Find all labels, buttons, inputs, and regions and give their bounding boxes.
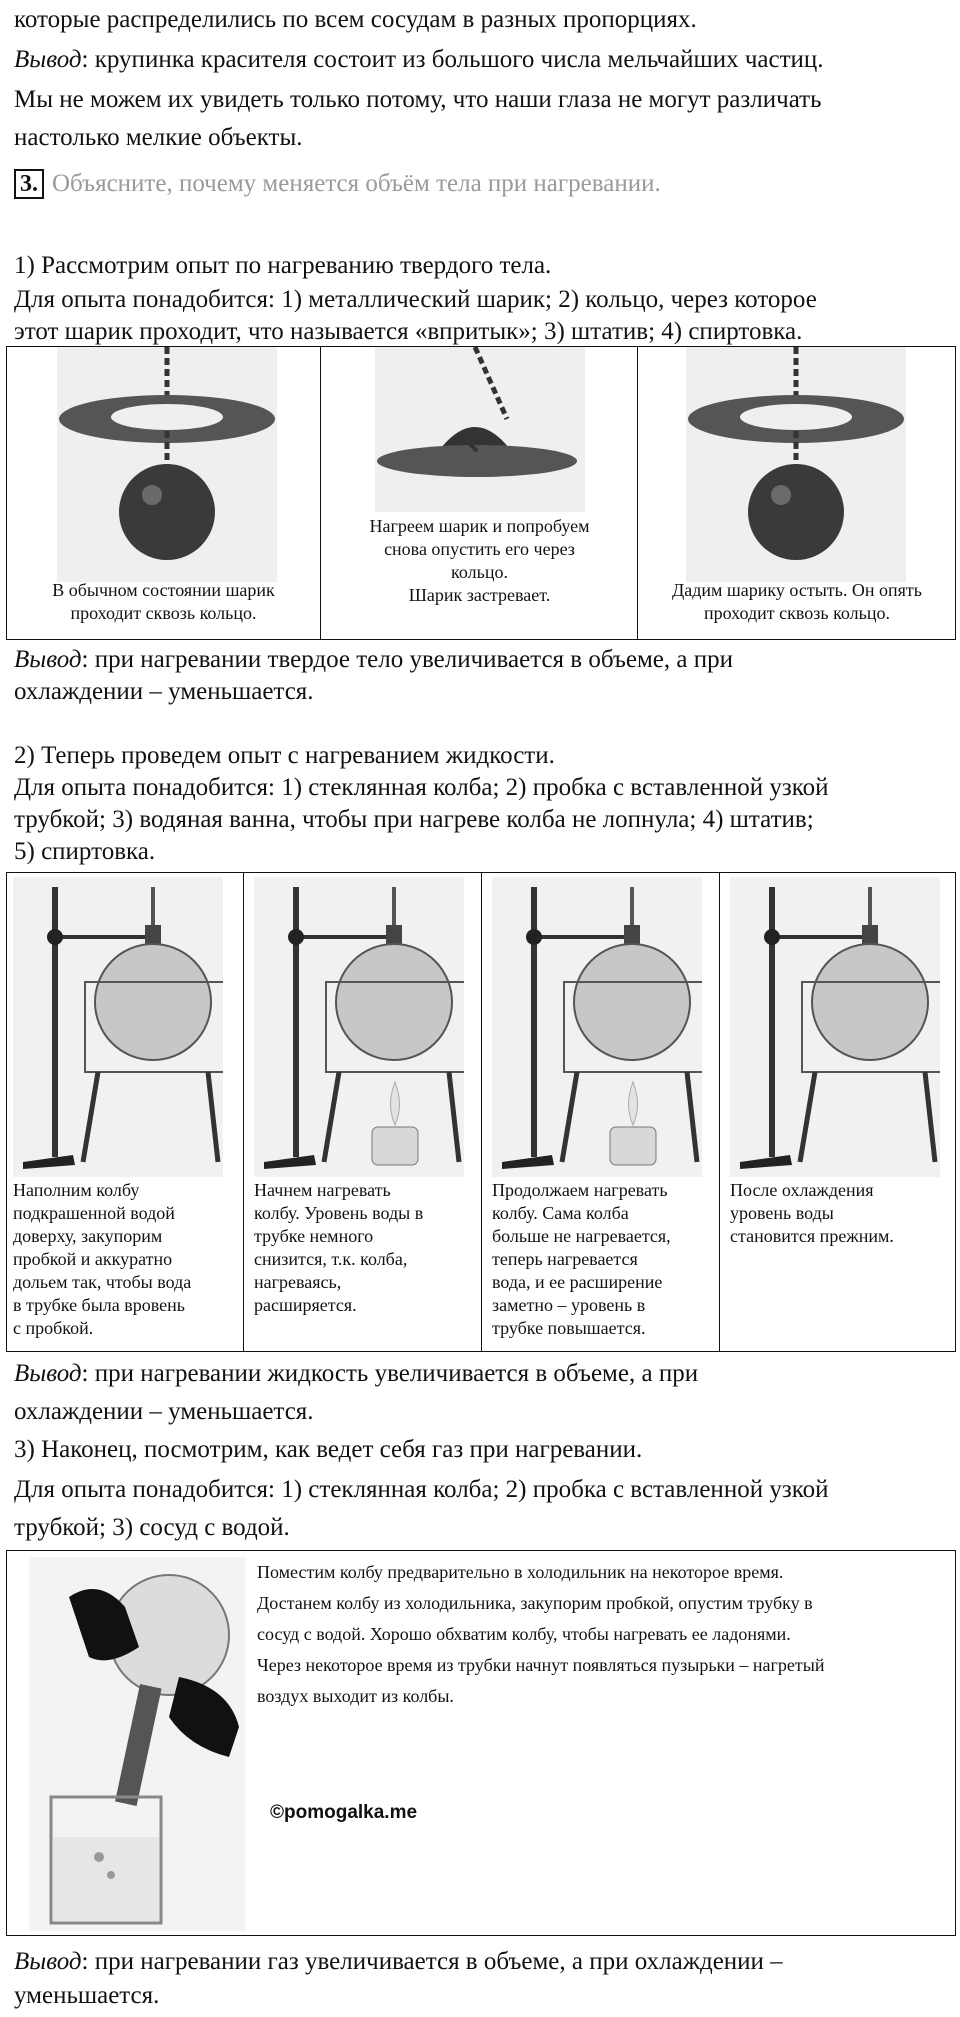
task-number: 3.	[14, 169, 44, 199]
caption-line: с пробкой.	[13, 1318, 94, 1338]
ball-stuck-figure	[375, 347, 585, 512]
caption-line: в трубке была вровень	[13, 1295, 186, 1315]
description-line: воздух выходит из колбы.	[257, 1686, 454, 1706]
solid-need-1: Для опыта понадобится: 1) металлический шарик; 2) кольцо, через которое	[14, 286, 817, 313]
caption-line: больше не нагревается,	[492, 1226, 671, 1246]
caption-line: колбу. Уровень воды в	[254, 1203, 424, 1223]
caption-line: заметно – уровень в	[492, 1295, 646, 1315]
liquid-panel-4	[719, 873, 955, 1351]
gas-conclusion-1	[14, 1946, 954, 1978]
solid-experiment-table	[6, 346, 956, 640]
solid-caption-3	[638, 579, 956, 625]
liquid-caption-4	[730, 1179, 952, 1248]
gas-experiment-box	[6, 1550, 956, 1936]
caption-line: снизится, т.к. колба,	[254, 1249, 408, 1269]
caption-line: проходит сквозь кольцо.	[704, 603, 890, 623]
solid-caption-1	[7, 579, 320, 625]
liquid-panel-3	[481, 873, 719, 1351]
conclusion-text: : при нагревании жидкость увеличивается в объеме, а при	[81, 1360, 699, 1387]
liquid-need-1: Для опыта понадобится: 1) стеклянная колба; 2) пробка с вставленной узкой	[14, 774, 829, 801]
caption-line: дольем так, чтобы вода	[13, 1272, 192, 1292]
conclusion-label: Вывод	[14, 646, 82, 673]
caption-line: трубке немного	[254, 1226, 374, 1246]
liquid-panel-1	[7, 873, 243, 1351]
gas-conclusion-2: уменьшается.	[14, 1982, 160, 2009]
caption-line: Нагреем шарик и попробуем	[369, 516, 590, 536]
description-line: сосуд с водой. Хорошо обхватим колбу, чтобы нагревать ее ладонями.	[257, 1624, 791, 1644]
caption-line: Шарик застревает.	[408, 585, 551, 605]
caption-line: В обычном состоянии шарик	[52, 580, 275, 600]
caption-line: вода, и ее расширение	[492, 1272, 663, 1292]
liquid-heading: 2) Теперь проведем опыт с нагреванием жидкости.	[14, 742, 555, 769]
caption-line: проходит сквозь кольцо.	[70, 603, 257, 623]
liquid-need-2: трубкой; 3) водяная ванна, чтобы при нагреве колба не лопнула; 4) штатив;	[14, 806, 814, 833]
caption-line: Наполним колбу	[13, 1180, 140, 1200]
liquid-panel-2	[243, 873, 481, 1351]
caption-line: подкрашенной водой	[13, 1203, 175, 1223]
solid-panel-3	[637, 347, 955, 639]
intro-line-1: которые распределились по всем сосудам в разных пропорциях.	[14, 6, 697, 33]
gas-description	[257, 1557, 947, 1712]
liquid-need-3: 5) спиртовка.	[14, 838, 156, 865]
intro-conclusion	[14, 44, 954, 76]
ball-ring-cooled-figure	[686, 347, 906, 582]
solid-need-2: этот шарик проходит, что называется «впритык»; 3) штатив; 4) спиртовка.	[14, 318, 803, 345]
caption-line: Дадим шарику остыть. Он опять	[671, 580, 922, 600]
gas-need-2: трубкой; 3) сосуд с водой.	[14, 1514, 290, 1541]
caption-line: трубке повышается.	[492, 1318, 646, 1338]
flask-expanding-figure	[492, 877, 702, 1177]
caption-line: колбу. Сама колба	[492, 1203, 629, 1223]
description-line: Через некоторое время из трубки начнут появляться пузырьки – нагретый	[257, 1655, 825, 1675]
liquid-caption-1	[13, 1179, 239, 1340]
caption-line: расширяется.	[254, 1295, 357, 1315]
solid-heading: 1) Рассмотрим опыт по нагреванию твердого тела.	[14, 252, 552, 279]
description-line: Достанем колбу из холодильника, закупорим пробкой, опустим трубку в	[257, 1593, 813, 1613]
liquid-conclusion-1	[14, 1358, 954, 1390]
caption-line: нагреваясь,	[254, 1272, 342, 1292]
caption-line: После охлаждения	[730, 1180, 874, 1200]
task-text: Объясните, почему меняется объём тела при нагревании.	[52, 170, 661, 197]
conclusion-label: Вывод	[14, 1360, 82, 1387]
liquid-experiment-table	[6, 872, 956, 1352]
solid-caption-2	[321, 515, 638, 607]
caption-line: доверху, закупорим	[13, 1226, 163, 1246]
caption-line: кольцо.	[451, 562, 508, 582]
flask-heating-figure	[254, 877, 464, 1177]
ball-ring-figure	[57, 347, 277, 582]
solid-panel-2	[320, 347, 637, 639]
gas-need-1: Для опыта понадобится: 1) стеклянная колба; 2) пробка с вставленной узкой	[14, 1476, 829, 1503]
caption-line: становится прежним.	[730, 1226, 894, 1246]
flask-in-hands-figure	[29, 1557, 245, 1931]
liquid-conclusion-2: охлаждении – уменьшается.	[14, 1398, 314, 1425]
gas-heading: 3) Наконец, посмотрим, как ведет себя газ при нагревании.	[14, 1436, 643, 1463]
flask-stand-figure	[13, 877, 223, 1177]
conclusion-label: Вывод	[14, 1948, 82, 1975]
caption-line: теперь нагревается	[492, 1249, 638, 1269]
solid-conclusion-2: охлаждении – уменьшается.	[14, 678, 314, 705]
flask-cooled-figure	[730, 877, 940, 1177]
caption-line: Продолжаем нагревать	[492, 1180, 668, 1200]
intro-line-4: настолько мелкие объекты.	[14, 124, 303, 151]
caption-line: уровень воды	[730, 1203, 834, 1223]
conclusion-label: Вывод	[14, 46, 82, 73]
conclusion-text: : при нагревании твердое тело увеличивается в объеме, а при	[81, 646, 733, 673]
caption-line: снова опустить его через	[384, 539, 575, 559]
task-question	[14, 168, 661, 200]
conclusion-text: : крупинка красителя состоит из большого числа мельчайших частиц.	[81, 46, 824, 73]
intro-line-3: Мы не можем их увидеть только потому, что наши глаза не могут различать	[14, 86, 822, 113]
liquid-caption-2	[254, 1179, 478, 1317]
watermark: ©pomogalka.me	[270, 1802, 418, 1823]
caption-line: Начнем нагревать	[254, 1180, 391, 1200]
liquid-caption-3	[492, 1179, 716, 1340]
caption-line: пробкой и аккуратно	[13, 1249, 173, 1269]
solid-conclusion-1	[14, 644, 954, 676]
description-line: Поместим колбу предварительно в холодильник на некоторое время.	[257, 1562, 784, 1582]
solid-panel-1	[7, 347, 320, 639]
conclusion-text: : при нагревании газ увеличивается в объеме, а при охлаждении –	[81, 1948, 783, 1975]
